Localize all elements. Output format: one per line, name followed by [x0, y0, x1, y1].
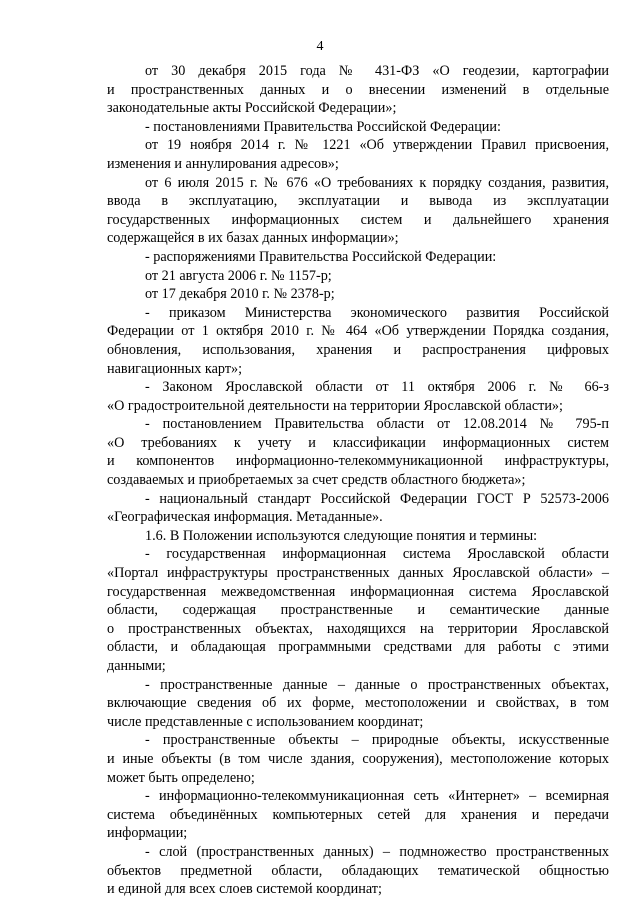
- text-line: государственная межведомственная информационная система Ярославской: [107, 583, 609, 600]
- text-line: - пространственные объекты – природные объекты, искусственные: [145, 732, 609, 749]
- text-line: навигационных карт»;: [107, 360, 243, 377]
- text-line: «О градостроительной деятельности на территории Ярославской области»;: [107, 397, 563, 414]
- text-line: законодательные акты Российской Федерации»;: [107, 100, 397, 117]
- text-line: от 21 августа 2006 г. № 1157-р;: [145, 267, 332, 284]
- text-line: области, содержащая пространственные и семантические данные: [107, 602, 609, 619]
- text-line: информации;: [107, 825, 188, 842]
- text-line: от 19 ноября 2014 г. № 1221 «Об утверждении Правил присвоения,: [145, 137, 609, 154]
- text-line: - информационно-телекоммуникационная сеть «Интернет» – всемирная: [145, 788, 609, 805]
- text-line: - слой (пространственных данных) – подмножество пространственных: [145, 843, 609, 860]
- text-line: обновления, использования, хранения и распространения цифровых: [107, 341, 609, 358]
- text-line: может быть определено;: [107, 769, 255, 786]
- text-line: о пространственных объектах, находящихся на территории Ярославской: [107, 620, 609, 637]
- text-line: - пространственные данные – данные о пространственных объектах,: [145, 676, 609, 693]
- text-line: «О требованиях к учету и классификации информационных систем: [107, 434, 609, 451]
- text-line: изменения и аннулирования адресов»;: [107, 155, 339, 172]
- text-line: и пространственных данных и о внесении изменений в отдельные: [107, 81, 609, 98]
- text-line: система объединённых компьютерных сетей для хранения и передачи: [107, 806, 609, 823]
- document-body: [107, 62, 609, 899]
- text-line: содержащейся в их базах данных информации»;: [107, 230, 399, 247]
- text-line: числе представленные с использованием координат;: [107, 713, 424, 730]
- text-line: и компонентов информационно-телекоммуникационной инфраструктуры,: [107, 453, 609, 470]
- text-line: объектов предметной области, обладающих тематической общностью: [107, 862, 609, 879]
- text-line: данными;: [107, 658, 166, 674]
- text-line: «Географическая информация. Метаданные».: [107, 509, 383, 526]
- text-line: «Портал инфраструктуры пространственных данных Ярославской области» –: [107, 565, 609, 582]
- text-line: 1.6. В Положении используются следующие понятия и термины:: [145, 527, 538, 544]
- text-line: Федерации от 1 октября 2010 г. № 464 «Об утверждении Порядка создания,: [107, 323, 609, 340]
- text-line: ввода в эксплуатацию, эксплуатации и вывода из эксплуатации: [107, 193, 609, 210]
- text-line: - национальный стандарт Российской Федерации ГОСТ Р 52573-2006: [145, 490, 609, 507]
- text-line: - распоряжениями Правительства Российской Федерации:: [145, 248, 497, 265]
- text-line: - постановлениями Правительства Российской Федерации:: [145, 118, 501, 135]
- text-line: от 17 декабря 2010 г. № 2378-р;: [145, 286, 335, 303]
- text-line: от 6 июля 2015 г. № 676 «О требованиях к порядку создания, развития,: [145, 174, 609, 191]
- text-line: и единой для всех слоев системой координат;: [107, 881, 382, 898]
- text-line: - государственная информационная система Ярославской области: [145, 546, 609, 563]
- text-line: и иные объекты (в том числе здания, сооружения), местоположение которых: [107, 750, 609, 767]
- text-line: включающие сведения об их форме, местоположении и свойствах, в том: [107, 695, 609, 712]
- text-line: от 30 декабря 2015 года № 431-ФЗ «О геодезии, картографии: [145, 63, 609, 79]
- page-number: 4: [316, 39, 324, 54]
- text-line: - постановлением Правительства области от 12.08.2014 № 795-п: [145, 416, 609, 433]
- text-line: - Законом Ярославской области от 11 октября 2006 г. № 66-з: [145, 379, 609, 396]
- text-line: области, и обладающая программными средствами для работы с этими: [107, 639, 609, 656]
- text-line: государственных информационных систем и дальнейшего хранения: [107, 211, 609, 228]
- text-line: - приказом Министерства экономического развития Российской: [145, 304, 609, 321]
- text-line: создаваемых и приобретаемых за счет средств областного бюджета»;: [107, 472, 526, 489]
